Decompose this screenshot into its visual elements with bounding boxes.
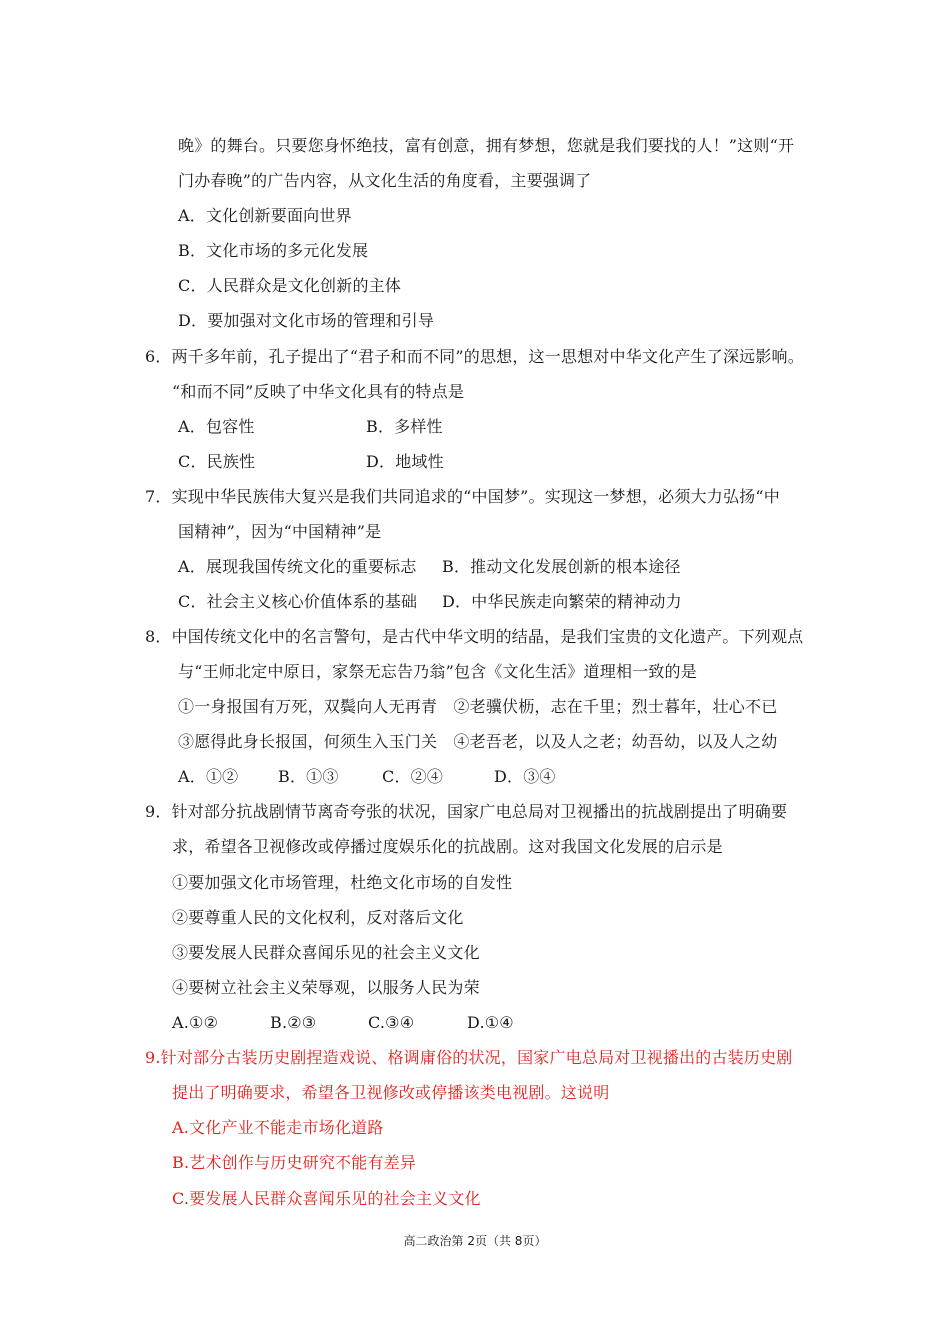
q6-option-d: D．地域性 (366, 452, 444, 471)
q9-stem-line2: 求，希望各卫视修改或停播过度娱乐化的抗战剧。这对我国文化发展的启示是 (172, 837, 723, 856)
q8-statements-line2: ③愿得此身长报国，何须生入玉门关 ④老吾老，以及人之老；幼吾幼，以及人之幼 (178, 732, 778, 751)
q9-alt-option-b: B.艺术创作与历史研究不能有差异 (172, 1153, 417, 1172)
q5-option-a: A．文化创新要面向世界 (178, 206, 352, 225)
q9-option-a: A.①② (172, 1013, 219, 1032)
q9-alt-option-a: A.文化产业不能走市场化道路 (172, 1118, 384, 1137)
page-footer: 高二政治第 2页（共 8页） (403, 1234, 547, 1248)
q5-option-b: B．文化市场的多元化发展 (178, 241, 369, 260)
q8-stem-line2: 与“王师北定中原日，家祭无忘告乃翁”包含《文化生活》道理相一致的是 (178, 662, 697, 681)
q5-option-d: D．要加强对文化市场的管理和引导 (178, 311, 435, 330)
q9-stem-line1: 9．针对部分抗战剧情节离奇夸张的状况，国家广电总局对卫视播出的抗战剧提出了明确要 (145, 802, 788, 821)
q7-option-b: B．推动文化发展创新的根本途径 (442, 557, 681, 576)
q9-option-d: D.①④ (467, 1013, 514, 1032)
q9-option-b: B.②③ (270, 1013, 317, 1032)
q9-statement-2: ②要尊重人民的文化权利，反对落后文化 (172, 908, 464, 927)
q6-option-b: B．多样性 (366, 417, 443, 436)
q5-stem-line2: 门办春晚”的广告内容，从文化生活的角度看，主要强调了 (178, 171, 592, 190)
q5-option-c: C．人民群众是文化创新的主体 (178, 276, 402, 295)
q6-stem-line1: 6．两千多年前，孔子提出了“君子和而不同”的思想，这一思想对中华文化产生了深远影响。 (145, 347, 804, 366)
q7-option-c: C．社会主义核心价值体系的基础 (178, 592, 418, 611)
q8-option-a: A．①② (178, 767, 239, 786)
q7-stem-line1: 7．实现中华民族伟大复兴是我们共同追求的“中国梦”。实现这一梦想，必须大力弘扬“中 (145, 487, 780, 506)
q5-stem-line1: 晚》的舞台。只要您身怀绝技，富有创意，拥有梦想，您就是我们要找的人！”这则“开 (178, 136, 795, 155)
q9-alt-stem-line2: 提出了明确要求，希望各卫视修改或停播该类电视剧。这说明 (172, 1083, 610, 1102)
q7-option-a: A．展现我国传统文化的重要标志 (178, 557, 417, 576)
q8-stem-line1: 8．中国传统文化中的名言警句，是古代中华文明的结晶，是我们宝贵的文化遗产。下列观点 (145, 627, 804, 646)
q6-option-c: C．民族性 (178, 452, 256, 471)
q9-option-c: C.③④ (368, 1013, 415, 1032)
q8-option-c: C．②④ (382, 767, 444, 786)
q9-alt-option-c: C.要发展人民群众喜闻乐见的社会主义文化 (172, 1189, 481, 1208)
q6-stem-line2: “和而不同”反映了中华文化具有的特点是 (172, 382, 465, 401)
q8-option-b: B．①③ (278, 767, 339, 786)
q9-statement-1: ①要加强文化市场管理，杜绝文化市场的自发性 (172, 873, 513, 892)
q9-alt-stem-line1: 9.针对部分古装历史剧捏造戏说、格调庸俗的状况，国家广电总局对卫视播出的古装历史剧 (145, 1048, 793, 1067)
q8-statements-line1: ①一身报国有万死，双鬓向人无再青 ②老骥伏枥，志在千里；烈士暮年，壮心不已 (178, 697, 778, 716)
q9-statement-3: ③要发展人民群众喜闻乐见的社会主义文化 (172, 943, 480, 962)
q6-option-a: A．包容性 (178, 417, 255, 436)
q7-stem-line2: 国精神”，因为“中国精神”是 (178, 522, 382, 541)
q9-statement-4: ④要树立社会主义荣辱观，以服务人民为荣 (172, 978, 480, 997)
q7-option-d: D．中华民族走向繁荣的精神动力 (442, 592, 682, 611)
q8-option-d: D．③④ (494, 767, 556, 786)
